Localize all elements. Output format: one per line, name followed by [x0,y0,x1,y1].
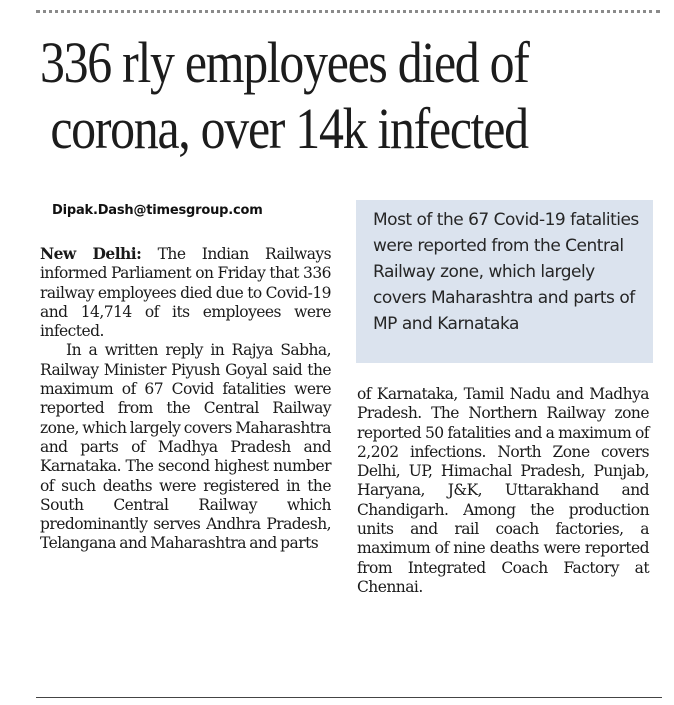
byline-email[interactable]: Dipak.Dash@timesgroup.com [52,203,263,218]
bottom-rule [36,697,662,698]
pull-quote-box [356,200,653,363]
pull-quote: Most of the 67 Covid-19 fatalities were reported from the Central Railway zone, which largely covers Maharashtra and parts of MP and Karnataka [373,210,639,334]
top-dotted-rule [36,10,660,13]
headline-line-2: corona, over 14k infected [50,96,528,161]
paragraph-2: In a written reply in Rajya Sabha, Railway Minister Piyush Goyal said the maximum of 67 Covid fatalities were reported from the Central Railway zone, which largely covers Maharashtra and parts of Madhya Pradesh and Karnataka. The second highest number of such deaths were registered in the South Central Railway which predominantly serves Andhra Pradesh, Telangana and Maharashtra and parts [40,341,331,553]
dateline: New Delhi: [40,244,142,263]
headline-line-1: 336 rly employees died of [40,30,529,95]
headline [40,30,582,162]
paragraph-2-continued: of Karnataka, Tamil Nadu and Madhya Pradesh. The Northern Railway zone reported 50 fatalities and a maximum of 2,202 infections. North Zone covers Delhi, UP, Himachal Pradesh, Punjab, Haryana, J&K, Uttarakhand and Chandigarh. Among the production units and rail coach factories, a maximum of nine deaths were reported from Integrated Coach Factory at Chennai. [357,385,649,596]
paragraph-1-text: The Indian Railways informed Parliament on Friday that 336 railway employees died due to Covid-19 and 14,714 of its employees were infected. [40,245,331,341]
paragraph-1 [40,244,331,341]
article-column-right [357,385,649,597]
article-column-left [40,244,331,554]
